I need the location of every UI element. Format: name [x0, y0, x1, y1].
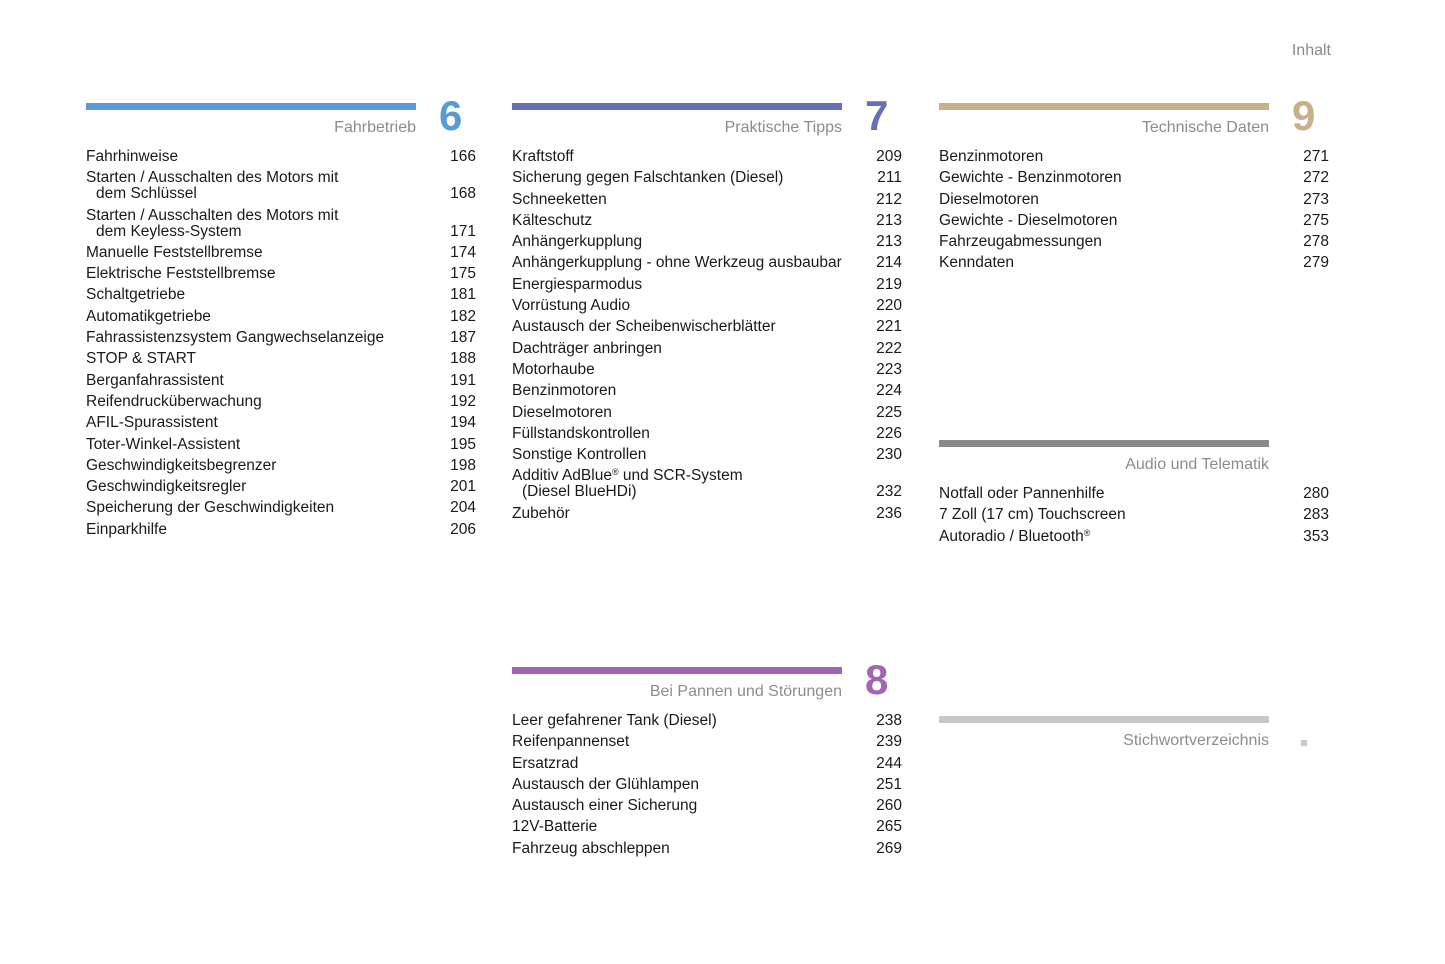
section-title: Bei Pannen und Störungen [649, 683, 842, 700]
toc-entry-page: 214 [876, 254, 902, 272]
toc-entry-page: 206 [450, 520, 476, 538]
toc-entry-label: Speicherung der Geschwindigkeiten [86, 499, 335, 517]
toc-entry[interactable] [512, 819, 902, 835]
toc-entry-label: Toter-Winkel-Assistent [86, 435, 241, 453]
toc-entry-label: Dachträger anbringen [512, 339, 662, 357]
toc-entry-label: Benzinmotoren [512, 382, 617, 400]
toc-entry-page: 171 [450, 222, 476, 240]
toc-entry-page: 224 [876, 382, 902, 400]
toc-entry-label: Benzinmotoren [939, 148, 1044, 165]
toc-entry[interactable] [939, 213, 1329, 229]
toc-entry[interactable] [86, 149, 476, 165]
toc-entry-label: Gewichte - Benzinmotoren [939, 169, 1122, 187]
toc-entry-label: Geschwindigkeitsregler [86, 478, 247, 496]
toc-entry-label: Fahrhinweise [86, 148, 179, 165]
toc-entry[interactable] [512, 468, 902, 500]
toc-entry-label: 12V-Batterie [512, 818, 598, 836]
toc-entry-label: Automatikgetriebe [86, 307, 211, 325]
toc-entry[interactable] [939, 149, 1329, 165]
toc-entry-label: Austausch einer Sicherung [512, 797, 698, 815]
section-title[interactable]: Stichwortverzeichnis [1123, 732, 1269, 749]
toc-entry-page: 238 [876, 712, 902, 729]
toc-entry-label: Schneeketten [512, 190, 607, 208]
toc-entry-page: 219 [876, 275, 902, 293]
toc-entry-page: 239 [876, 733, 902, 751]
toc-entry-page: 204 [450, 499, 476, 517]
toc-entry-page: 198 [450, 456, 476, 474]
toc-entry-page: 353 [1303, 527, 1329, 545]
section-title: Praktische Tipps [724, 119, 842, 136]
toc-entry[interactable] [512, 192, 902, 208]
toc-entry[interactable] [512, 255, 902, 271]
toc-entry-label: Notfall oder Pannenhilfe [939, 485, 1105, 502]
toc-entry-page: 209 [876, 148, 902, 165]
toc-entry-label: AFIL-Spurassistent [86, 414, 218, 432]
toc-entry-page: 275 [1303, 211, 1329, 229]
toc-entry[interactable] [86, 437, 476, 453]
toc-entry-label: Energiesparmodus [512, 275, 643, 293]
toc-entry-page: 221 [876, 318, 902, 336]
toc-entry-label: Starten / Ausschalten des Motors mit dem Schlüssel [86, 169, 339, 203]
toc-entry-label: Reifendrucküberwachung [86, 392, 262, 410]
toc-entry-label: Austausch der Glühlampen [512, 775, 699, 793]
toc-entry-page: 236 [876, 504, 902, 522]
toc-entry-page: 212 [876, 190, 902, 208]
toc-entry-page: 166 [450, 148, 476, 165]
toc-list [939, 149, 1329, 277]
toc-entry-label: Füllstandskontrollen [512, 424, 650, 442]
toc-entry-page: 220 [876, 297, 902, 315]
toc-entry-page: 225 [876, 403, 902, 421]
toc-entry-label: Elektrische Feststellbremse [86, 265, 276, 283]
toc-entry[interactable] [939, 170, 1329, 186]
toc-entry-page: 192 [450, 392, 476, 410]
toc-entry-label: Ersatzrad [512, 754, 579, 772]
toc-entry-page: 213 [876, 211, 902, 229]
section-title: Fahrbetrieb [334, 119, 416, 136]
toc-entry-page: 181 [450, 286, 476, 304]
section-title: Technische Daten [1141, 119, 1269, 136]
toc-entry[interactable] [86, 373, 476, 389]
toc-entry-label: STOP & START [86, 350, 196, 368]
toc-entry-label: Leer gefahrener Tank (Diesel) [512, 712, 717, 729]
toc-entry-page: 244 [876, 754, 902, 772]
toc-entry[interactable] [512, 405, 902, 421]
toc-list [512, 149, 902, 527]
toc-entry-label: Vorrüstung Audio [512, 297, 631, 315]
toc-entry[interactable] [512, 426, 902, 442]
section-color-bar [939, 103, 1269, 110]
toc-entry-page: 280 [1303, 485, 1329, 502]
toc-entry[interactable] [86, 351, 476, 367]
toc-entry[interactable] [512, 277, 902, 293]
toc-entry-label: Einparkhilfe [86, 520, 167, 538]
section-color-bar [939, 440, 1269, 447]
toc-entry[interactable] [939, 192, 1329, 208]
toc-entry[interactable] [512, 777, 902, 793]
toc-entry-label: Dieselmotoren [939, 190, 1039, 208]
toc-entry-page: 251 [876, 775, 902, 793]
toc-entry-label: Reifenpannenset [512, 733, 630, 751]
toc-entry[interactable] [512, 234, 902, 250]
toc-entry[interactable] [86, 415, 476, 431]
toc-entry-page: 223 [876, 360, 902, 378]
toc-entry[interactable] [512, 506, 902, 522]
toc-entry[interactable] [512, 383, 902, 399]
toc-entry-label: Geschwindigkeitsbegrenzer [86, 456, 277, 474]
toc-entry-page: 269 [876, 839, 902, 857]
toc-entry[interactable] [512, 713, 902, 729]
toc-entry[interactable] [512, 149, 902, 165]
toc-entry-label: Kraftstoff [512, 148, 574, 165]
toc-entry-page: 211 [877, 169, 902, 187]
toc-entry[interactable] [512, 319, 902, 335]
toc-entry-label: Gewichte - Dieselmotoren [939, 211, 1118, 229]
chapter-number: 6 [439, 92, 463, 139]
toc-entry-label: Schaltgetriebe [86, 286, 186, 304]
toc-entry-page: 168 [450, 185, 476, 203]
chapter-number: 7 [865, 92, 889, 139]
page-label: Inhalt [1291, 42, 1331, 59]
toc-entry[interactable] [86, 208, 476, 240]
toc-entry-page: 265 [876, 818, 902, 836]
toc-entry-page: 191 [450, 371, 476, 389]
toc-entry[interactable] [86, 500, 476, 516]
toc-list [86, 149, 476, 543]
toc-entry-label: Motorhaube [512, 360, 595, 378]
index-marker-icon [1301, 740, 1307, 746]
toc-entry-page: 271 [1303, 148, 1329, 165]
toc-entry-page: 273 [1303, 190, 1329, 208]
toc-entry-label: Zubehör [512, 504, 570, 522]
toc-entry-page: 175 [450, 265, 476, 283]
section-color-bar [939, 716, 1269, 723]
toc-entry-label: Kenndaten [939, 254, 1014, 272]
toc-list [512, 713, 902, 862]
toc-entry[interactable] [512, 298, 902, 314]
toc-entry-label: Sonstige Kontrollen [512, 446, 647, 464]
toc-entry[interactable] [86, 458, 476, 474]
toc-entry-label: Anhängerkupplung [512, 233, 643, 251]
registered-mark: ® [611, 467, 619, 478]
toc-entry[interactable] [86, 170, 476, 202]
toc-entry-page: 174 [450, 243, 476, 261]
toc-entry[interactable] [86, 245, 476, 261]
toc-entry-label: Sicherung gegen Falschtanken (Diesel) [512, 169, 784, 187]
toc-entry-page: 260 [876, 797, 902, 815]
toc-entry-page: 188 [450, 350, 476, 368]
toc-entry[interactable] [939, 529, 1329, 545]
toc-entry[interactable] [939, 234, 1329, 250]
toc-entry[interactable] [512, 362, 902, 378]
toc-entry-label: Fahrzeugabmessungen [939, 233, 1102, 251]
toc-entry-page: 283 [1303, 506, 1329, 524]
toc-entry[interactable] [512, 734, 902, 750]
toc-entry-page: 195 [450, 435, 476, 453]
toc-entry[interactable] [512, 756, 902, 772]
toc-entry[interactable] [512, 447, 902, 463]
toc-entry-label: Anhängerkupplung - ohne Werkzeug ausbaubar [512, 254, 842, 272]
toc-entry-page: 230 [876, 446, 902, 464]
toc-entry[interactable] [512, 213, 902, 229]
toc-entry-label: Autoradio / Bluetooth® [939, 527, 1091, 545]
registered-mark: ® [1083, 527, 1091, 538]
toc-entry-page: 226 [876, 424, 902, 442]
toc-list [939, 486, 1329, 550]
toc-entry[interactable] [512, 841, 902, 857]
chapter-number: 8 [865, 656, 889, 703]
toc-entry-label: Austausch der Scheibenwischerblätter [512, 318, 776, 336]
toc-entry[interactable] [86, 330, 476, 346]
section-color-bar [512, 103, 842, 110]
section-color-bar [86, 103, 416, 110]
toc-entry-label: Berganfahrassistent [86, 371, 224, 389]
toc-entry-label: Starten / Ausschalten des Motors mit dem Keyless-System [86, 206, 339, 240]
toc-entry[interactable] [939, 255, 1329, 271]
toc-entry[interactable] [86, 394, 476, 410]
toc-entry[interactable] [86, 479, 476, 495]
toc-entry-label: Kälteschutz [512, 211, 593, 229]
toc-entry-page: 232 [876, 483, 902, 501]
toc-entry-page: 201 [450, 478, 476, 496]
toc-entry-page: 213 [876, 233, 902, 251]
toc-entry-label: Fahrassistenzsystem Gangwechselanzeige [86, 329, 385, 347]
toc-entry[interactable] [86, 309, 476, 325]
toc-entry-page: 272 [1303, 169, 1329, 187]
toc-entry-label: 7 Zoll (17 cm) Touchscreen [939, 506, 1126, 524]
toc-entry[interactable] [86, 266, 476, 282]
toc-entry[interactable] [86, 522, 476, 538]
toc-entry-page: 279 [1303, 254, 1329, 272]
toc-entry-page: 194 [450, 414, 476, 432]
toc-entry-label: Fahrzeug abschleppen [512, 839, 670, 857]
toc-entry[interactable] [512, 341, 902, 357]
toc-entry-page: 182 [450, 307, 476, 325]
section-color-bar [512, 667, 842, 674]
toc-entry-label: Additiv AdBlue® und SCR-System (Diesel BlueHDi) [512, 467, 743, 501]
toc-entry[interactable] [939, 486, 1329, 502]
toc-entry-page: 222 [876, 339, 902, 357]
toc-entry[interactable] [86, 287, 476, 303]
toc-entry-label: Dieselmotoren [512, 403, 612, 421]
toc-entry[interactable] [939, 507, 1329, 523]
toc-entry[interactable] [512, 170, 902, 186]
toc-entry[interactable] [512, 798, 902, 814]
toc-entry-label: Manuelle Feststellbremse [86, 243, 263, 261]
chapter-number: 9 [1292, 92, 1316, 139]
toc-entry-page: 278 [1303, 233, 1329, 251]
section-title: Audio und Telematik [1125, 456, 1269, 473]
toc-entry-page: 187 [450, 329, 476, 347]
